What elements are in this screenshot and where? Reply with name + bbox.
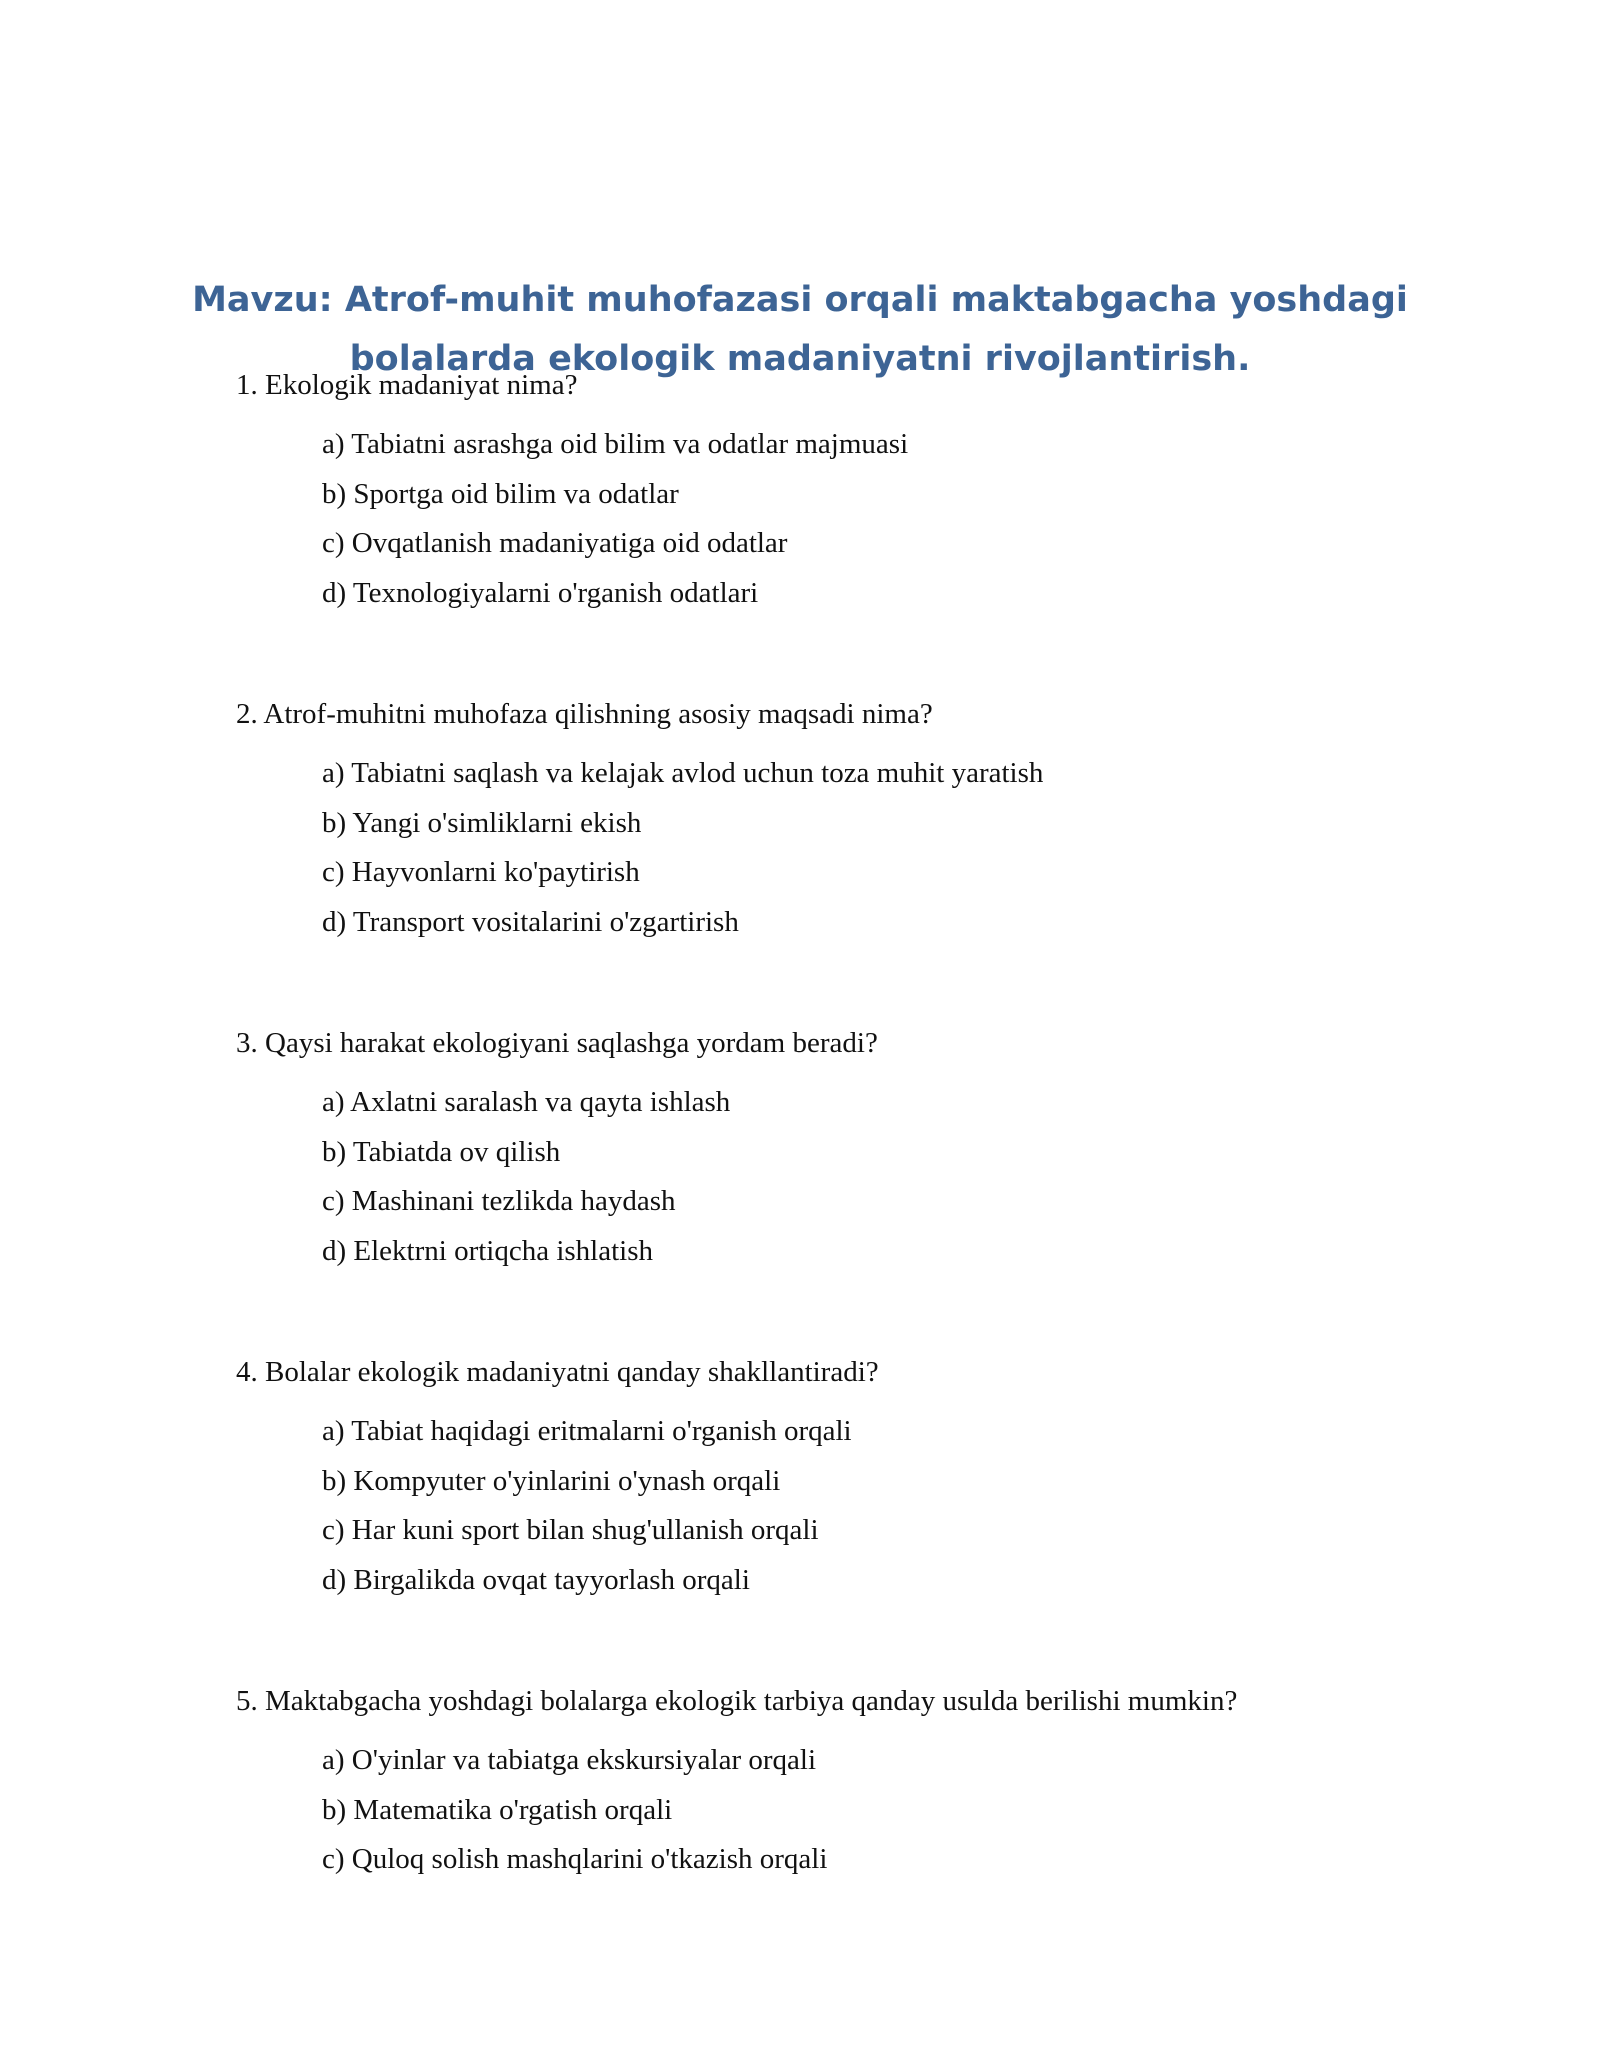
option-list <box>236 420 1436 618</box>
option-a: a) Tabiatni asrashga oid bilim va odatlar majmuasi <box>322 428 909 460</box>
page-title-line-1: Mavzu: Atrof-muhit muhofazasi orqali maktabgacha yoshdagi <box>192 280 1408 321</box>
option-d: d) Elektrni ortiqcha ishlatish <box>322 1234 654 1267</box>
option-a: a) Tabiatni saqlash va kelajak avlod uchun toza muhit yaratish <box>322 757 1044 789</box>
option-a: a) Tabiat haqidagi eritmalarni o'rganish orqali <box>322 1415 852 1447</box>
page-title-line-2: bolalarda ekologik madaniyatni rivojlantirish. <box>349 339 1251 380</box>
option-d: d) Birgalikda ovqat tayyorlash orqali <box>322 1563 750 1596</box>
option-list <box>236 1736 1436 1885</box>
question-text: 1. Ekologik madaniyat nima? <box>236 369 578 401</box>
option-b: b) Matematika o'rgatish orqali <box>322 1793 673 1826</box>
option-b: b) Yangi o'simliklarni ekish <box>322 806 642 839</box>
option-a: a) O'yinlar va tabiatga ekskursiyalar orqali <box>322 1744 817 1776</box>
option-c: c) Mashinani tezlikda haydash <box>322 1185 676 1217</box>
question-3 <box>236 1022 1436 1276</box>
option-c: c) Har kuni sport bilan shug'ullanish orqali <box>322 1514 819 1546</box>
option-c: c) Ovqatlanish madaniyatiga oid odatlar <box>322 527 788 559</box>
option-list <box>236 1407 1436 1605</box>
option-a: a) Axlatni saralash va qayta ishlash <box>322 1086 731 1118</box>
option-d: d) Texnologiyalarni o'rganish odatlari <box>322 576 759 609</box>
option-d: d) Transport vositalarini o'zgartirish <box>322 905 739 938</box>
question-text: 3. Qaysi harakat ekologiyani saqlashga yordam beradi? <box>236 1027 878 1059</box>
option-c: c) Hayvonlarni ko'paytirish <box>322 856 640 888</box>
question-text: 2. Atrof-muhitni muhofaza qilishning asosiy maqsadi nima? <box>236 698 933 730</box>
option-b: b) Tabiatda ov qilish <box>322 1135 561 1168</box>
question-list <box>236 364 1436 1960</box>
question-1 <box>236 364 1436 618</box>
option-b: b) Sportga oid bilim va odatlar <box>322 477 679 510</box>
option-b: b) Kompyuter o'yinlarini o'ynash orqali <box>322 1464 781 1497</box>
question-2 <box>236 693 1436 947</box>
option-c: c) Quloq solish mashqlarini o'tkazish orqali <box>322 1843 828 1875</box>
option-list <box>236 1078 1436 1276</box>
option-list <box>236 749 1436 947</box>
question-text: 5. Maktabgacha yoshdagi bolalarga ekologik tarbiya qanday usulda berilishi mumkin? <box>236 1685 1238 1717</box>
question-5 <box>236 1680 1436 1885</box>
question-4 <box>236 1351 1436 1605</box>
question-text: 4. Bolalar ekologik madaniyatni qanday shakllantiradi? <box>236 1356 879 1388</box>
